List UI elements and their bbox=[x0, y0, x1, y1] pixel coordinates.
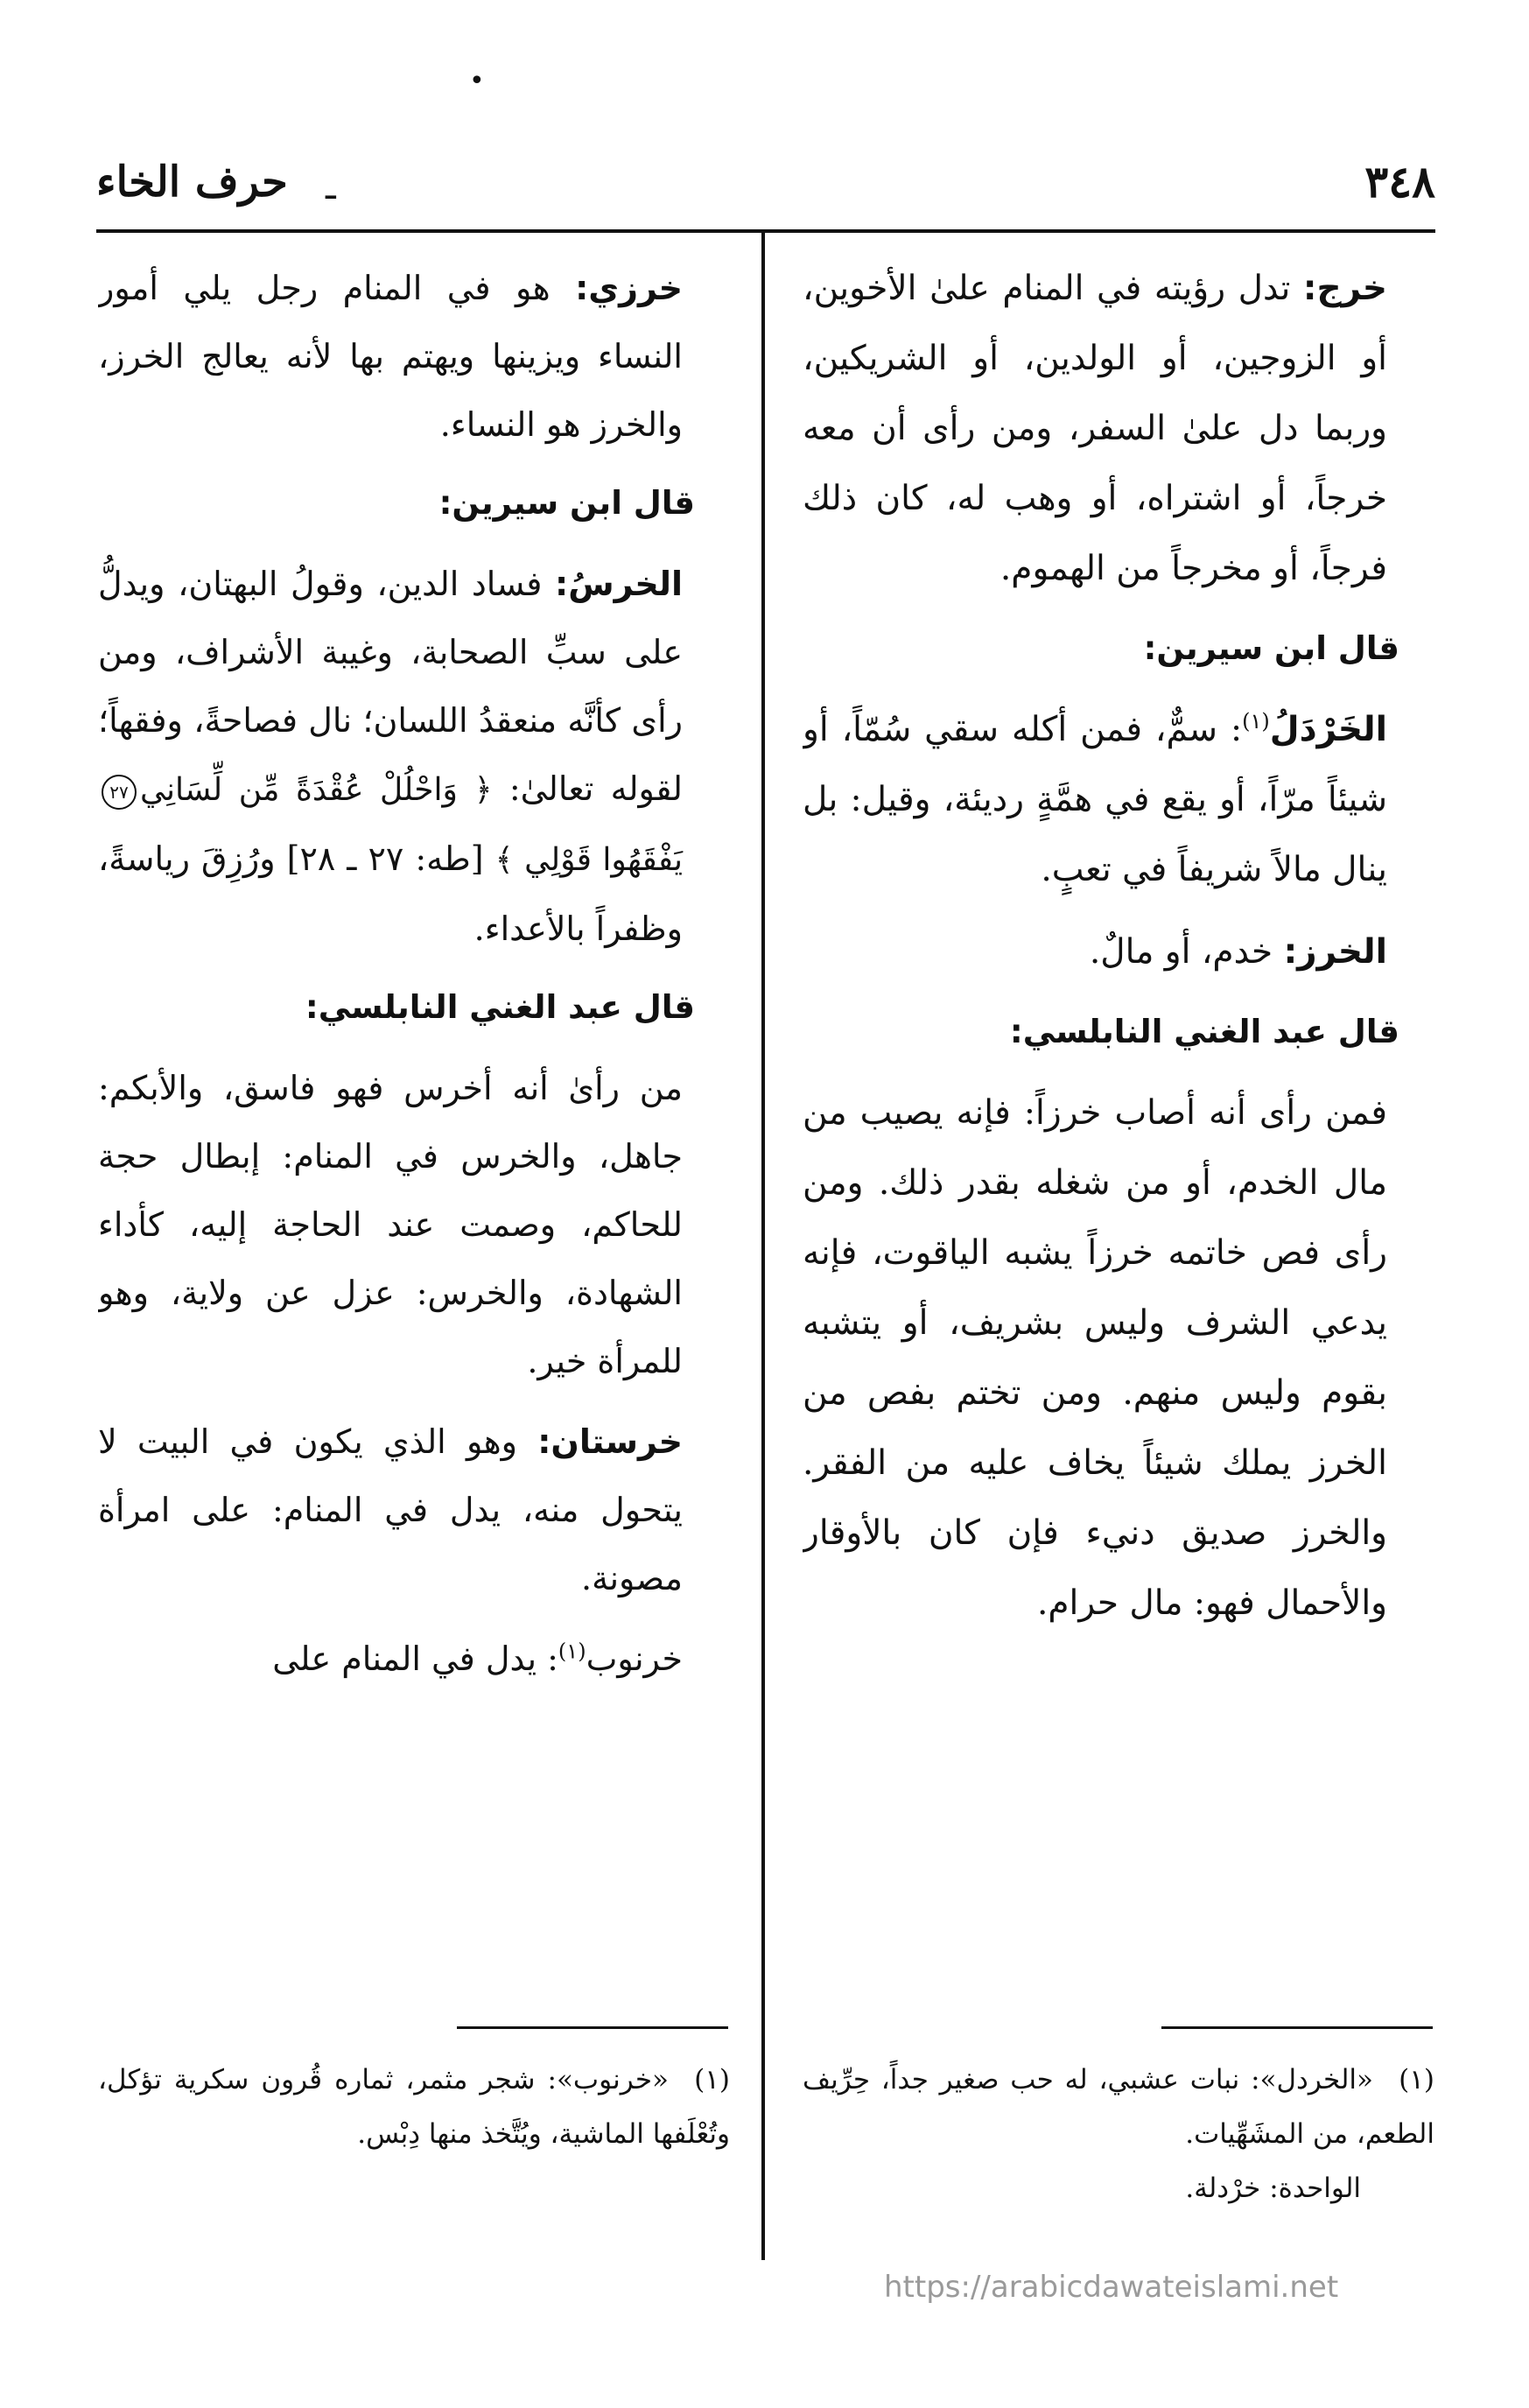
right-column bbox=[803, 254, 1434, 2031]
entry-text: فساد الدين، وقولُ البهتان، ويدلُّ على سبِّ الصحابة، وغيبة الأشراف، ومن رأى كأنَّه منعقدُ اللسان؛ نال فصاحةً، وفقهاً؛ لقوله تعالىٰ: bbox=[98, 565, 683, 808]
left-column bbox=[98, 254, 730, 2031]
entry-kharaz bbox=[803, 917, 1434, 987]
entry-kharas bbox=[98, 550, 730, 963]
watermark-url: https://arabicdawateislami.net bbox=[884, 2270, 1339, 2305]
entry-term: خرنوب bbox=[586, 1639, 683, 1678]
entry-term: خرزي: bbox=[575, 269, 683, 307]
entry-text: : سمٌّ، فمن أكله سقي سُمّاً، أو شيئاً مرّاً، أو يقع في همَّةٍ رديئة، وقيل: بل ينال مالاً شريفاً في تعبٍ. bbox=[803, 710, 1387, 889]
footnote-left bbox=[98, 2053, 730, 2161]
page-header bbox=[96, 147, 1435, 217]
page-number: ٣٤٨ bbox=[1364, 156, 1435, 207]
section-heading: قال عبد الغني النابلسي: bbox=[1009, 1013, 1399, 1050]
entry-term: الخرسُ: bbox=[555, 565, 683, 603]
entry-kharaz-nabulsi: فمن رأى أنه أصاب خرزاً: فإنه يصيب من مال الخدم، أو من شغله بقدر ذلك. ومن رأى فص خاتمه خرزاً يشبه الياقوت، فإنه يدعي الشرف وليس بشريف، أو يتشبه بقوم وليس منهم. ومن تختم بفص من الخرز يملك شيئاً يخاف عليه من الفقر. والخرز صديق دنيء فإن كان بالأوقار والأحمال فهو: مال حرام. bbox=[803, 1093, 1387, 1623]
footnote-text-continued: الواحدة: خرْدلة. bbox=[1185, 2173, 1361, 2204]
quran-verse: ﴿ وَاحْلُلْ عُقْدَةً مِّن لِّسَانِي bbox=[140, 772, 493, 808]
entry-kharazi bbox=[98, 254, 730, 459]
top-dot: • bbox=[469, 66, 485, 96]
entry-text: : يدل في المنام على bbox=[272, 1639, 558, 1678]
header-rule bbox=[96, 229, 1435, 233]
footnote-rule-right bbox=[1161, 2026, 1433, 2029]
header-mark: ـ bbox=[326, 167, 336, 207]
entry-text-continued: [طه: ٢٧ ـ ٢٨] ورُزِقَ رياسةً، وظفراً بالأعداء. bbox=[98, 839, 683, 948]
entry-term: خرستان: bbox=[537, 1422, 683, 1461]
entry-text: خدم، أو مالٌ. bbox=[1089, 932, 1284, 972]
footnote-rule-left bbox=[457, 2026, 728, 2029]
footnote-text: «خرنوب»: شجر مثمر، ثماره قُرون سكرية تؤكل، وتُعْلَفها الماشية، ويُتَّخذ منها دِبْس. bbox=[98, 2064, 730, 2150]
footnote-reference: (١) bbox=[1242, 709, 1270, 734]
section-heading: قال ابن سيرين: bbox=[1143, 629, 1399, 667]
entry-kharnub bbox=[98, 1625, 730, 1693]
running-title: حرف الخاء bbox=[96, 158, 288, 207]
footnote-number: (١) bbox=[1399, 2064, 1434, 2096]
entry-kharas-nabulsi: من رأىٰ أنه أخرس فهو فاسق، والأبكم: جاهل، والخرس في المنام: إبطال حجة للحاكم، وصمت عند الحاجة إليه، كأداء الشهادة، والخرس: عزل عن ولاية، وهو للمرأة خير. bbox=[98, 1069, 683, 1380]
quran-verse-end: يَفْقَهُوا قَوْلِي ﴾ bbox=[494, 842, 683, 878]
entry-kharastan bbox=[98, 1408, 730, 1612]
section-heading: قال ابن سيرين: bbox=[438, 484, 695, 522]
entry-text: هو في المنام رجل يلي أمور النساء ويزينها ويهتم بها لأنه يعالج الخرز، والخرز هو النساء. bbox=[98, 269, 683, 444]
section-heading: قال عبد الغني النابلسي: bbox=[305, 988, 695, 1026]
footnote-number: (١) bbox=[694, 2064, 730, 2096]
column-divider bbox=[761, 229, 765, 2260]
footnote-text: «الخردل»: نبات عشبي، له حب صغير جداً، حِرِّيف الطعم، من المشَهِّيات. bbox=[803, 2064, 1434, 2150]
entry-text: تدل رؤيته في المنام علىٰ الأخوين، أو الزوجين، أو الولدين، أو الشريكين، وربما دل علىٰ السفر، ومن رأى أن معه خرجاً، أو اشتراه، أو وهب له، كان ذلك فرجاً، أو مخرجاً من الهموم. bbox=[803, 269, 1387, 588]
entry-text: وهو الذي يكون في البيت لا يتحول منه، يدل في المنام: على امرأة مصونة. bbox=[98, 1422, 683, 1597]
entry-kharaj bbox=[803, 254, 1434, 604]
entry-term: خرج: bbox=[1302, 269, 1387, 308]
ayah-number-marker: ٢٧ bbox=[102, 775, 137, 810]
entry-term: الخرز: bbox=[1283, 932, 1387, 972]
entry-term: الخَرْدَلُ bbox=[1269, 710, 1387, 749]
entry-khardal bbox=[803, 695, 1434, 905]
footnote-right bbox=[803, 2053, 1434, 2215]
footnote-reference: (١) bbox=[558, 1639, 586, 1664]
